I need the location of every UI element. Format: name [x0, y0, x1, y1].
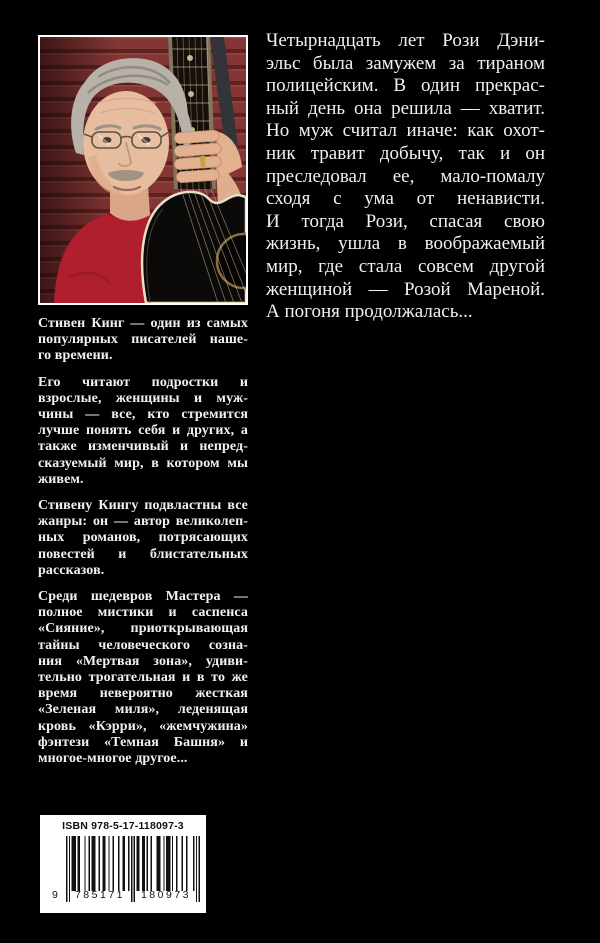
barcode-digit-group1: 785171 [74, 889, 126, 901]
text-line: Стивен Кинг — один из самых [38, 316, 248, 331]
bio-paragraph-2 [38, 375, 248, 488]
text-line: лучше понять себя и других, а [38, 423, 248, 439]
text-line: полное мистики и саспенса [38, 605, 248, 621]
text-line: преследовал ее, мало-помалу [266, 165, 545, 187]
author-bio [38, 316, 248, 777]
bio-paragraph-4 [38, 589, 248, 767]
text-line: Но муж считал иначе: как охот- [266, 120, 545, 142]
author-photo-illustration [40, 37, 246, 303]
text-line: сходя с ума от ненависти. [266, 188, 545, 210]
text-line: живем. [38, 471, 84, 487]
barcode-digit-lead: 9 [52, 889, 58, 901]
isbn-label: ISBN 978-5-17-118097-3 [62, 820, 184, 832]
text-line: многое-многое другое... [38, 751, 188, 767]
text-line: жизнь, ушла в воображаемый [266, 233, 545, 255]
text-line: также изменчивый и непред- [38, 439, 248, 455]
text-line: популярных писателей наше- [38, 332, 248, 348]
text-line: повестей и блистательных [38, 546, 248, 562]
text-line: сказуемый мир, в котором мы [38, 455, 248, 471]
text-line: жанры: он — автор великолеп- [38, 514, 248, 530]
text-line: тельно трогательная и в то же [38, 670, 248, 686]
text-line: полицейским. В один прекрас- [266, 75, 545, 97]
text-line: ник травит добычу, так и он [266, 142, 545, 164]
text-line: ный день она решила — хватит. [266, 97, 545, 119]
text-line: эльс была замужем за тираном [266, 52, 545, 74]
bio-paragraph-3 [38, 498, 248, 579]
text-line: «Сияние», приоткрывающая [38, 621, 248, 637]
text-line: фэнтези «Темная Башня» и [38, 734, 248, 750]
text-line: тайны человеческого созна- [38, 637, 248, 653]
text-line: ных романов, потрясающих [38, 530, 248, 546]
annotation-text [266, 30, 545, 324]
text-line: ния «Мертвая зона», удиви- [38, 653, 248, 669]
text-line: го времени. [38, 348, 113, 364]
text-line: Среди шедевров Мастера — [38, 589, 248, 605]
text-line: женщиной — Розой Мареной. [266, 278, 545, 300]
barcode-box [40, 815, 206, 913]
text-line: время невероятно жесткая [38, 686, 248, 702]
gold-ring [200, 156, 206, 167]
text-line: И тогда Рози, спасая свою [266, 210, 545, 232]
text-line: кровь «Кэрри», «жемчужина» [38, 718, 248, 734]
text-line: Четырнадцать лет Рози Дэни- [266, 30, 545, 51]
text-line: взрослые, женщины и муж- [38, 390, 248, 406]
guitar-body [142, 189, 246, 303]
text-line: мир, где стала совсем другой [266, 255, 545, 277]
text-line: «Зеленая миля», леденящая [38, 702, 248, 718]
text-line: Стивену Кингу подвластны все [38, 498, 248, 514]
text-line: Его читают подростки и [38, 374, 248, 390]
text-line: рассказов. [38, 562, 105, 578]
author-photo [38, 35, 248, 305]
bio-paragraph-1 [38, 316, 248, 365]
text-line: чины — все, кто стремится [38, 407, 248, 423]
text-line: А погоня продолжалась... [266, 301, 473, 323]
barcode-digit-group2: 180973 [140, 889, 192, 901]
